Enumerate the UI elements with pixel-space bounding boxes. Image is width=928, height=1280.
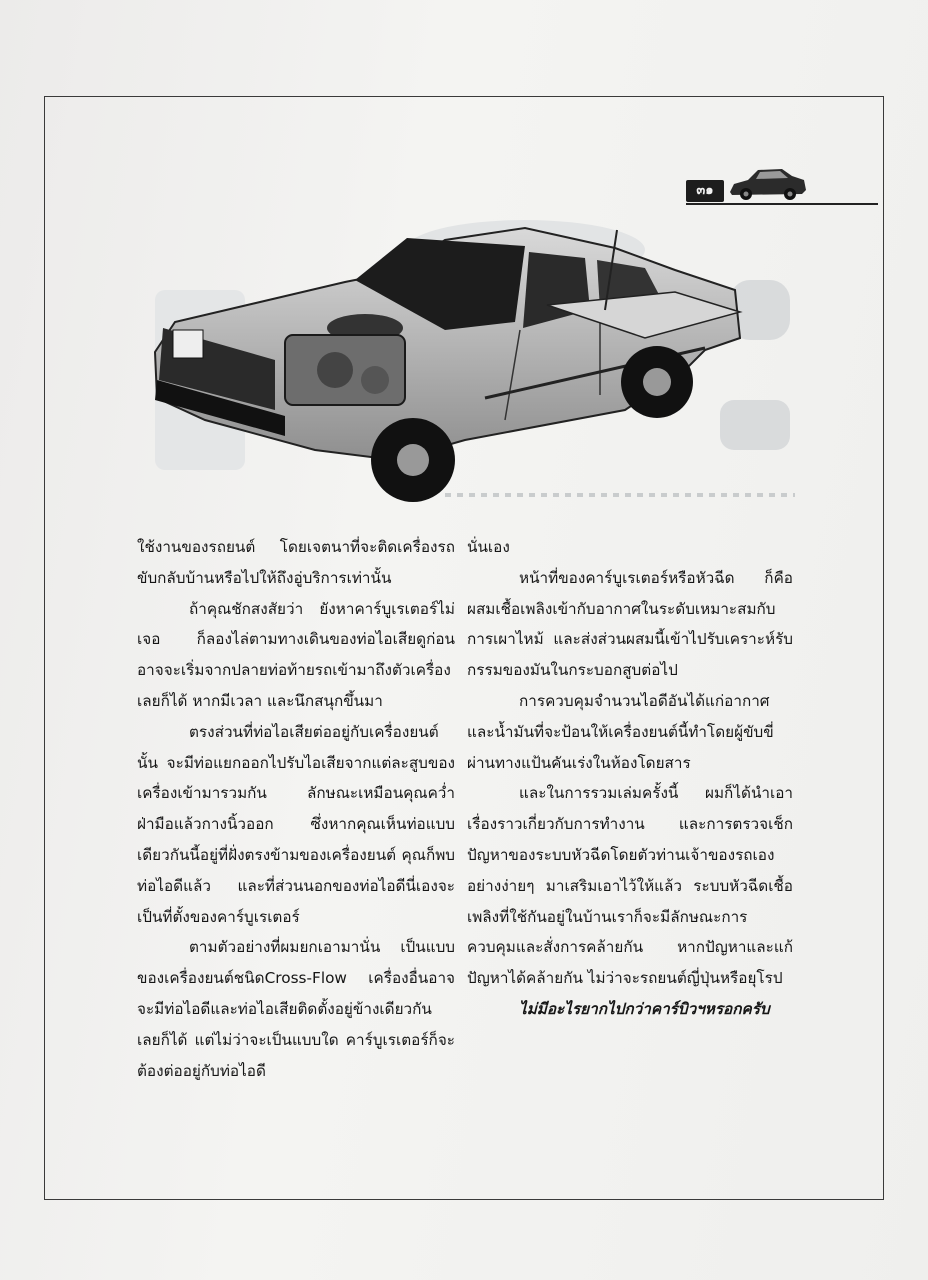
left-paragraph-1: ใช้งานของรถยนต์ โดยเจตนาที่จะติดเครื่องรถขับกลับบ้านหรือไปให้ถึงอู่บริการเท่านั้น — [137, 538, 455, 587]
left-paragraph-4: ตามตัวอย่างที่ผมยกเอามานั่น เป็นแบบของเครื่องยนต์ชนิดCross-Flow เครื่องอื่นอาจจะมีท่อไอดีและท่อไอเสียติดตั้งอยู่ข้างเดียวกันเลยก็ได้ แต่ไม่ว่าจะเป็นแบบใด คาร์บูเรเตอร์ก็จะต้องต่ออยู่กับท่อไอดี — [137, 938, 455, 1080]
car-cutaway-illustration — [145, 210, 800, 520]
right-paragraph-2: หน้าที่ของคาร์บูเรเตอร์หรือหัวฉีด ก็คือผสมเชื้อเพลิงเข้ากับอากาศในระดับเหมาะสมกับการเผาไหม้ และส่งส่วนผสมนี้เข้าไปรับเคราะห์รับกรรมของมันในกระบอกสูบต่อไป — [467, 568, 793, 680]
left-paragraph-2: ถ้าคุณชักสงสัยว่า ยังหาคาร์บูเรเตอร์ไม่เจอ ก็ลองไล่ตามทางเดินของท่อไอเสียดูก่อน อาจจะเริ่มจากปลายท่อท้ายรถเข้ามาถึงตัวเครื่องเลยก็ได้ หากมีเวลา และนึกสนุกขึ้นมา — [137, 599, 455, 710]
closing-line: ไม่มีอะไรยากไปกว่าคาร์บิวฯหรอกครับ — [519, 999, 770, 1018]
page-number: ๓๑ — [686, 180, 724, 202]
right-paragraph-3: การควบคุมจำนวนไอดีอันได้แก่อากาศและน้ำมันที่จะป้อนให้เครื่องยนต์นี้ทำโดยผู้ขับขี่ผ่านทางแป้นคันเร่งในห้องโดยสาร — [467, 691, 774, 772]
right-paragraph-1: นั่นเอง — [467, 538, 510, 556]
header-car-icon — [726, 160, 808, 204]
left-paragraph-3: ตรงส่วนที่ท่อไอเสียต่ออยู่กับเครื่องยนต์นั้น จะมีท่อแยกออกไปรับไอเสียจากแต่ละสูบของเครื่องเข้ามารวมกัน ลักษณะเหมือนคุณคว่ำฝ่ามือแล้วกางนิ้วออก ซึ่งหากคุณเห็นท่อแบบเดียวกันนี้อยู่ที่ฝั่งตรงข้ามของเครื่องยนต์ คุณก็พบท่อไอดีแล้ว และที่ส่วนนอกของท่อไอดีนี่เองจะเป็นที่ตั้งของคาร์บูเรเตอร์ — [137, 722, 455, 926]
right-paragraph-4: และในการรวมเล่มครั้งนี้ ผมก็ได้นำเอาเรื่องราวเกี่ยวกับการทำงาน และการตรวจเช็กปัญหาของระบบหัวฉีดโดยตัวท่านเจ้าของรถเองอย่างง่ายๆ มาเสริมเอาไว้ให้แล้ว ระบบหัวฉีดเชื้อเพลิงที่ใช้กันอยู่ในบ้านเราก็จะมีลักษณะการควบคุมและสั่งการคล้ายกัน หากปัญหาและแก้ปัญหาได้คล้ายกัน ไม่ว่าจะรถยนต์ญี่ปุ่นหรือยุโรป — [467, 784, 793, 988]
body-text-left-column — [137, 532, 455, 1086]
body-text-right-column — [467, 532, 793, 1025]
